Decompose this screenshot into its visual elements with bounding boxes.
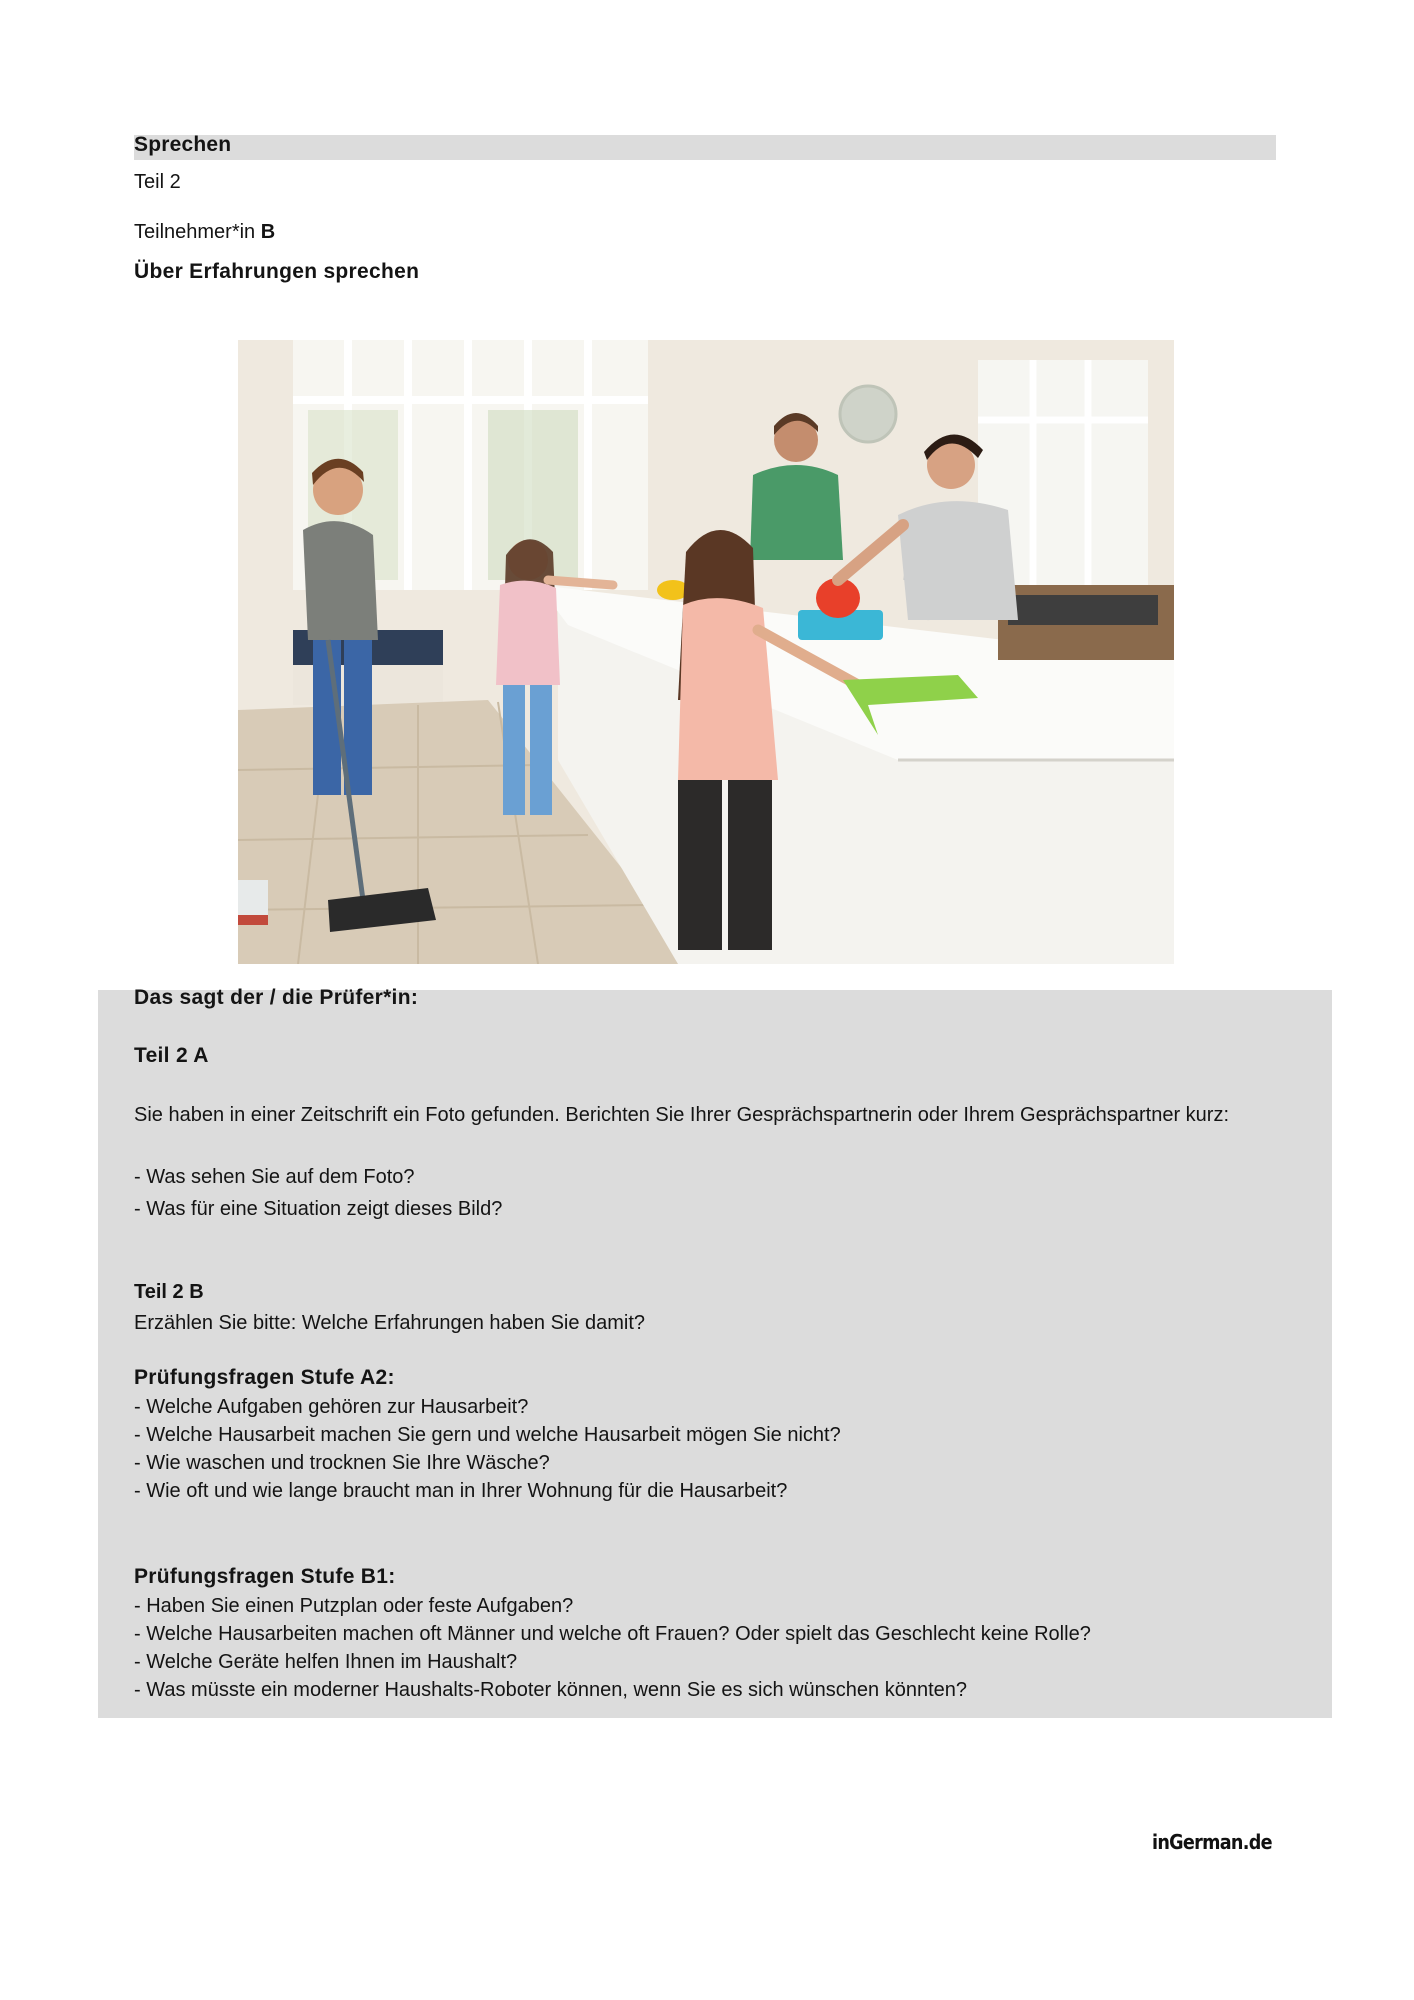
list-item: - Was sehen Sie auf dem Foto? xyxy=(134,1166,415,1188)
list-item: - Haben Sie einen Putzplan oder feste Aufgaben? xyxy=(134,1595,574,1617)
part-b-prompt: Erzählen Sie bitte: Welche Erfahrungen haben Sie damit? xyxy=(134,1312,646,1334)
section-header-bar xyxy=(134,135,1276,160)
participant-label: Teilnehmer*in xyxy=(134,221,256,243)
brand-logo-text: inGerman.de xyxy=(1152,1830,1272,1854)
list-item: - Wie waschen und trocknen Sie Ihre Wäsche? xyxy=(134,1452,550,1474)
part-label: Teil 2 xyxy=(134,171,181,193)
examiner-heading: Das sagt der / die Prüfer*in: xyxy=(134,986,419,1009)
section-title: Sprechen xyxy=(134,133,232,156)
part-a-questions xyxy=(134,1163,502,1223)
list-item: - Welche Geräte helfen Ihnen im Haushalt? xyxy=(134,1651,518,1673)
family-cleaning-kitchen-photo xyxy=(238,340,1174,964)
a2-title: Prüfungsfragen Stufe A2: xyxy=(134,1366,395,1389)
list-item: - Welche Aufgaben gehören zur Hausarbeit? xyxy=(134,1396,529,1418)
part-a-intro: Sie haben in einer Zeitschrift ein Foto gefunden. Berichten Sie Ihrer Gesprächspartnerin oder Ihrem Gesprächspartner kurz: xyxy=(134,1104,1230,1126)
b1-title: Prüfungsfragen Stufe B1: xyxy=(134,1565,396,1588)
topic-heading: Über Erfahrungen sprechen xyxy=(134,260,420,283)
part-b-title: Teil 2 B xyxy=(134,1281,204,1303)
list-item: - Wie oft und wie lange braucht man in Ihrer Wohnung für die Hausarbeit? xyxy=(134,1480,788,1502)
list-item: - Was müsste ein moderner Haushalts-Roboter können, wenn Sie es sich wünschen könnten? xyxy=(134,1679,968,1701)
a2-questions xyxy=(134,1393,841,1505)
list-item: - Was für eine Situation zeigt dieses Bild? xyxy=(134,1198,503,1220)
list-item: - Welche Hausarbeit machen Sie gern und welche Hausarbeit mögen Sie nicht? xyxy=(134,1424,841,1446)
part-a-title: Teil 2 A xyxy=(134,1044,209,1067)
b1-questions xyxy=(134,1592,1091,1704)
participant-letter: B xyxy=(260,221,276,243)
list-item: - Welche Hausarbeiten machen oft Männer und welche oft Frauen? Oder spielt das Geschlecht keine Rolle? xyxy=(134,1623,1091,1645)
wall-clock xyxy=(840,386,896,442)
participant-line xyxy=(134,218,275,246)
